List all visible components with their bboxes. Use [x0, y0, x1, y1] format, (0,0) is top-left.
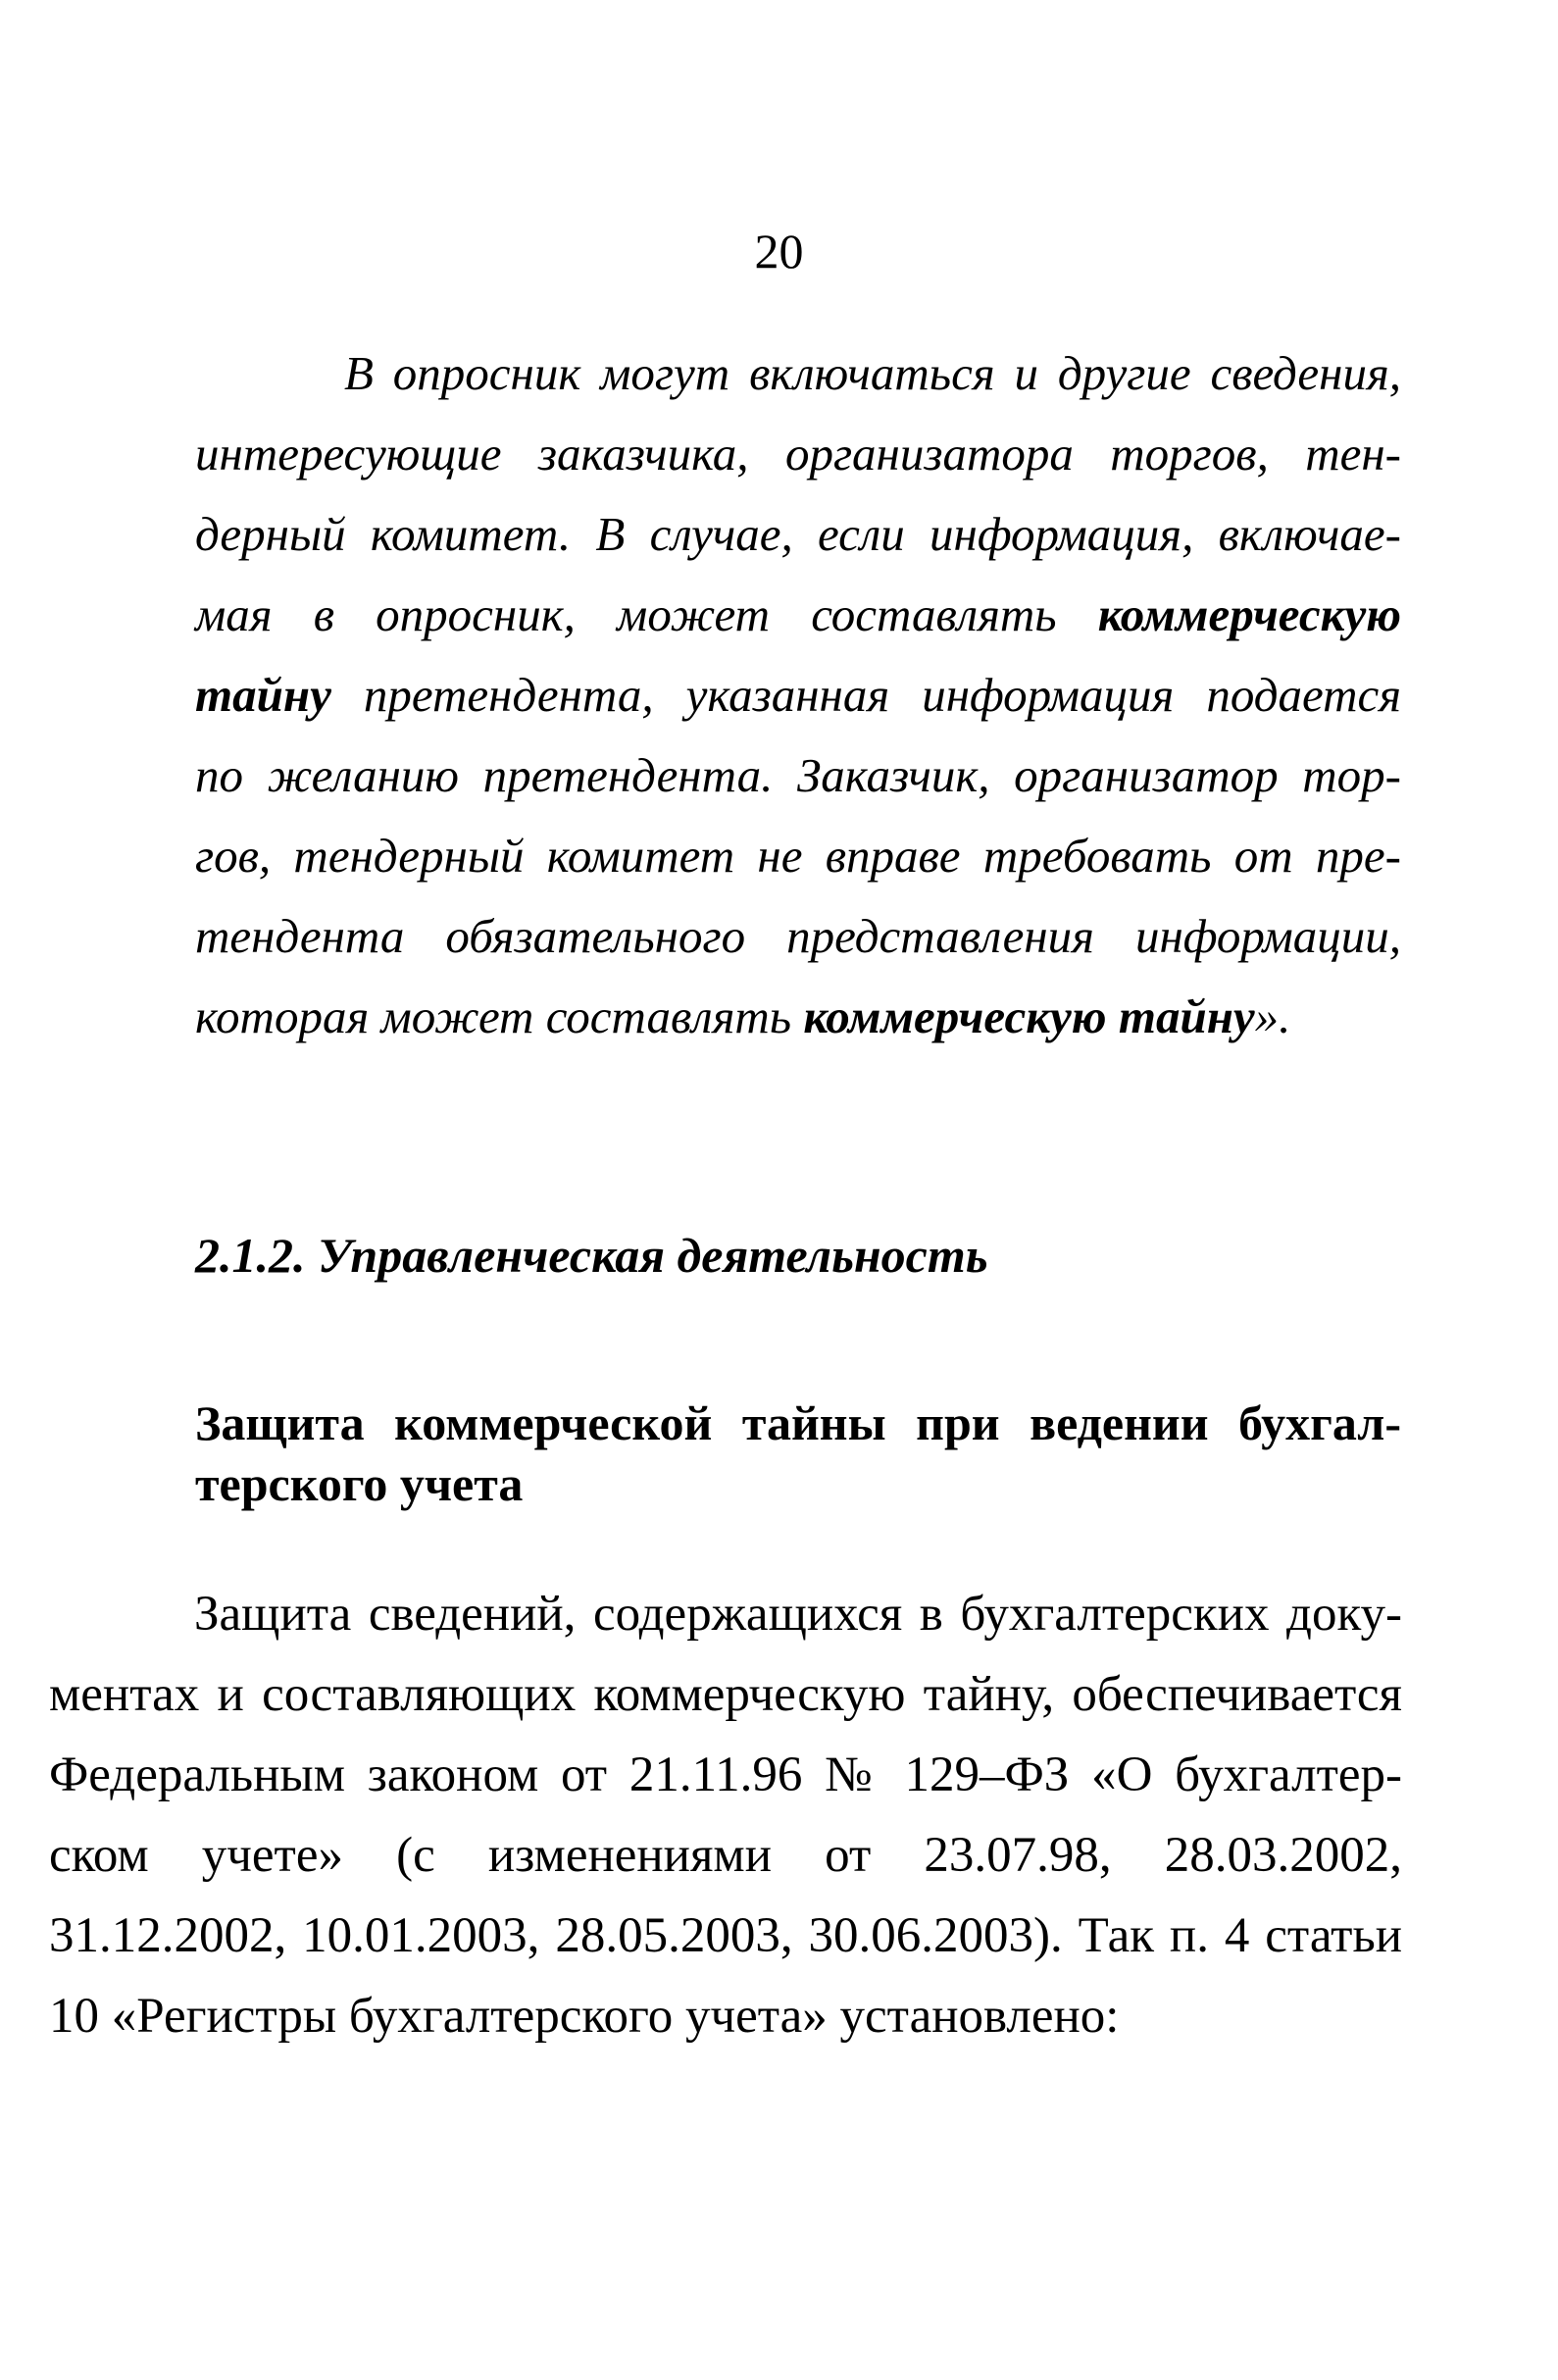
- quote-text: мая в опросник, может составлять: [195, 587, 1098, 641]
- body-paragraph: [49, 1574, 1402, 2056]
- body-line: Защита сведений, содержащихся в бухгалтерских доку-: [194, 1587, 1402, 1642]
- body-line: ском учете» (с изменениями от 23.07.98, 28.03.2002,: [49, 1828, 1402, 1883]
- quote-line: [195, 655, 1401, 735]
- quote-text: которая может составлять: [195, 989, 804, 1043]
- emphasis-trade-secret: коммерческую тайну: [803, 989, 1255, 1043]
- quote-line: интересующие заказчика, организатора торгов, тен-: [195, 427, 1401, 481]
- quote-paragraph: [195, 333, 1401, 1057]
- quote-line: дерный комитет. В случае, если информация, включае-: [195, 507, 1401, 561]
- body-line: 31.12.2002, 10.01.2003, 28.05.2003, 30.06.2003). Так п. 4 статьи: [49, 1908, 1402, 1963]
- quote-line: В опросник могут включаться и другие сведения,: [344, 346, 1401, 400]
- quote-line: [195, 977, 1401, 1057]
- subsection-heading: [195, 1393, 1401, 1514]
- quote-line: тендента обязательного представления информации,: [195, 909, 1401, 963]
- quote-text: ».: [1254, 989, 1291, 1043]
- page-number: 20: [754, 224, 804, 279]
- body-line: ментах и составляющих коммерческую тайну, обеспечивается: [49, 1667, 1402, 1722]
- body-line: Федеральным законом от 21.11.96 № 129–ФЗ «О бухгалтер-: [49, 1747, 1402, 1802]
- emphasis-trade-secret: тайну: [195, 668, 331, 722]
- quote-line: по желанию претендента. Заказчик, организатор тор-: [195, 748, 1401, 802]
- quote-text: претендента, указанная информация подается: [330, 668, 1401, 722]
- quote-line: [195, 575, 1401, 655]
- subsection-heading-line: терского учета: [195, 1456, 524, 1511]
- emphasis-trade-secret: коммерческую: [1097, 587, 1401, 641]
- subsection-heading-line: Защита коммерческой тайны при ведении бухгал-: [195, 1395, 1401, 1450]
- section-heading: 2.1.2. Управленческая деятельность: [195, 1228, 988, 1283]
- quote-line: гов, тендерный комитет не вправе требовать от пре-: [195, 829, 1401, 883]
- body-line: 10 «Регистры бухгалтерского учета» установлено:: [49, 1989, 1120, 2044]
